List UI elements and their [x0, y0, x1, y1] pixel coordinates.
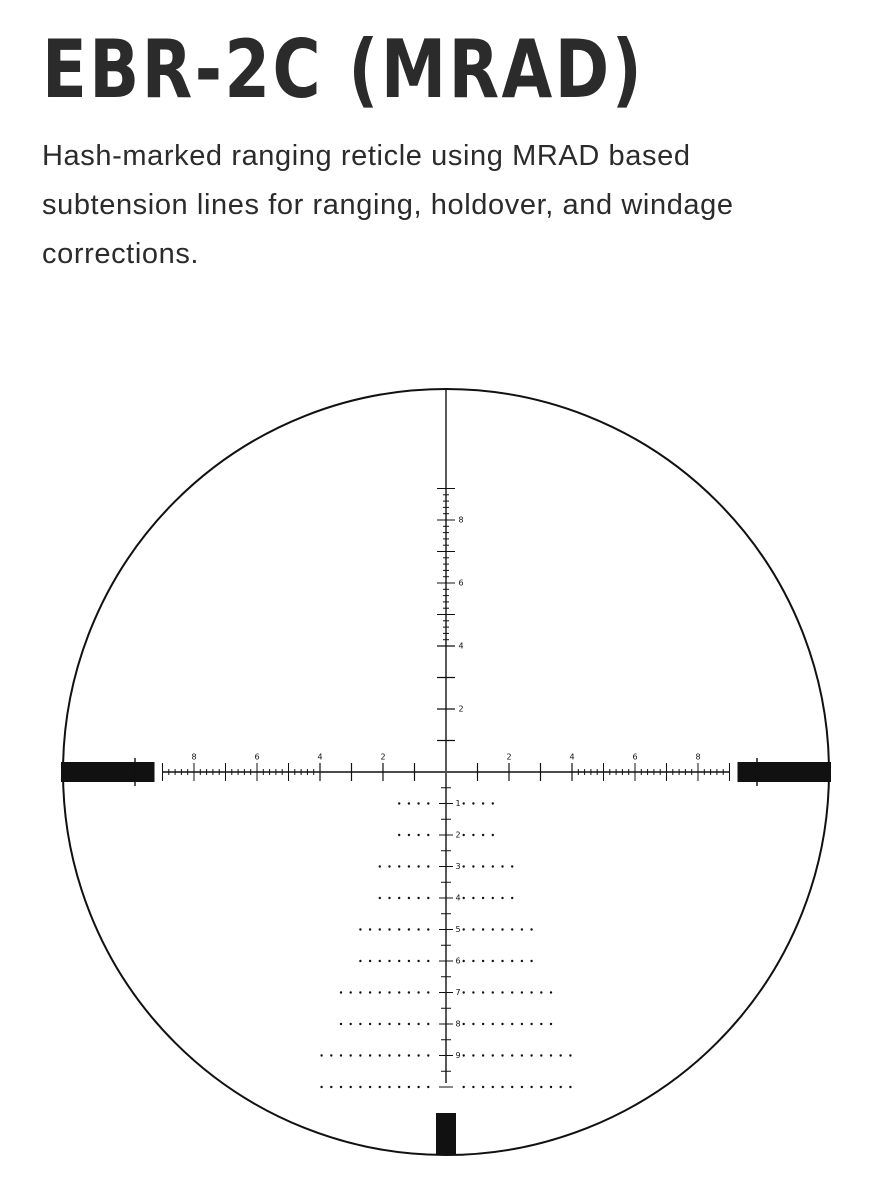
holdover-windage-dot: [482, 865, 484, 867]
holdover-label: 3: [455, 862, 461, 871]
holdover-windage-dot: [472, 960, 474, 962]
horizontal-mrad-label: 8: [695, 752, 701, 762]
holdover-windage-dot: [482, 1054, 484, 1056]
holdover-windage-dot: [550, 1054, 552, 1056]
holdover-windage-dot: [408, 1023, 410, 1025]
holdover-windage-dot: [550, 1086, 552, 1088]
vertical-mrad-label: 2: [458, 704, 464, 714]
holdover-windage-dot: [369, 960, 371, 962]
holdover-windage-dot: [359, 1054, 361, 1056]
holdover-windage-dot: [482, 1086, 484, 1088]
holdover-windage-dot: [398, 928, 400, 930]
holdover-windage-dot: [560, 1086, 562, 1088]
holdover-windage-dot: [340, 1086, 342, 1088]
holdover-windage-dot: [388, 1054, 390, 1056]
holdover-label: 1: [455, 799, 461, 808]
holdover-windage-dot: [550, 1023, 552, 1025]
holdover-windage-dot: [369, 991, 371, 993]
holdover-windage-dot: [492, 802, 494, 804]
holdover-windage-dot: [388, 897, 390, 899]
holdover-windage-dot: [417, 834, 419, 836]
holdover-label: 4: [455, 893, 461, 903]
holdover-label: 5: [455, 925, 461, 934]
horizontal-mrad-label: 6: [632, 752, 638, 762]
holdover-windage-dot: [560, 1054, 562, 1056]
holdover-windage-dot: [417, 865, 419, 867]
holdover-windage-dot: [482, 928, 484, 930]
holdover-windage-dot: [492, 1054, 494, 1056]
holdover-windage-dot: [501, 960, 503, 962]
horizontal-mrad-label: 4: [569, 752, 575, 762]
holdover-windage-dot: [379, 897, 381, 899]
holdover-windage-dot: [472, 897, 474, 899]
vertical-mrad-label: 6: [458, 578, 464, 588]
holdover-windage-dot: [398, 1086, 400, 1088]
holdover-windage-dot: [417, 1054, 419, 1056]
holdover-windage-dot: [388, 960, 390, 962]
holdover-windage-dot: [569, 1086, 571, 1088]
holdover-windage-dot: [472, 865, 474, 867]
holdover-windage-dot: [501, 991, 503, 993]
holdover-windage-dot: [521, 1054, 523, 1056]
holdover-windage-dot: [492, 960, 494, 962]
holdover-windage-dot: [472, 1023, 474, 1025]
holdover-windage-dot: [427, 834, 429, 836]
holdover-windage-dot: [511, 1023, 513, 1025]
left-thick-post: [61, 762, 155, 782]
holdover-windage-dot: [427, 865, 429, 867]
holdover-windage-dot: [492, 991, 494, 993]
holdover-windage-dot: [463, 897, 465, 899]
holdover-windage-dot: [340, 1023, 342, 1025]
holdover-windage-dot: [379, 960, 381, 962]
holdover-windage-dot: [417, 897, 419, 899]
holdover-windage-dot: [417, 802, 419, 804]
holdover-windage-dot: [359, 991, 361, 993]
holdover-windage-dot: [492, 928, 494, 930]
holdover-windage-dot: [530, 960, 532, 962]
holdover-windage-dot: [427, 1086, 429, 1088]
holdover-windage-dot: [463, 834, 465, 836]
holdover-windage-dot: [482, 834, 484, 836]
holdover-windage-dot: [379, 865, 381, 867]
horizontal-mrad-label: 8: [191, 752, 197, 762]
holdover-windage-dot: [388, 1086, 390, 1088]
holdover-windage-dot: [408, 928, 410, 930]
holdover-windage-dot: [501, 1054, 503, 1056]
holdover-label: 8: [455, 1019, 461, 1029]
holdover-windage-dot: [463, 865, 465, 867]
holdover-windage-dot: [463, 960, 465, 962]
holdover-windage-dot: [388, 1023, 390, 1025]
holdover-windage-dot: [492, 897, 494, 899]
holdover-windage-dot: [472, 991, 474, 993]
holdover-windage-dot: [320, 1086, 322, 1088]
holdover-windage-dot: [463, 991, 465, 993]
holdover-windage-dot: [482, 960, 484, 962]
holdover-windage-dot: [350, 1086, 352, 1088]
holdover-windage-dot: [340, 1054, 342, 1056]
holdover-windage-dot: [482, 1023, 484, 1025]
holdover-windage-dot: [330, 1054, 332, 1056]
holdover-label: 7: [455, 988, 461, 997]
holdover-windage-dot: [540, 991, 542, 993]
holdover-windage-dot: [379, 928, 381, 930]
holdover-windage-dot: [350, 1023, 352, 1025]
holdover-windage-dot: [501, 1086, 503, 1088]
holdover-windage-dot: [482, 897, 484, 899]
holdover-windage-dot: [521, 1023, 523, 1025]
holdover-windage-dot: [398, 991, 400, 993]
holdover-windage-dot: [408, 834, 410, 836]
holdover-windage-dot: [530, 1086, 532, 1088]
holdover-windage-dot: [369, 1054, 371, 1056]
holdover-windage-dot: [463, 1023, 465, 1025]
holdover-windage-dot: [472, 1086, 474, 1088]
holdover-windage-dot: [359, 960, 361, 962]
holdover-windage-dot: [320, 1054, 322, 1056]
holdover-windage-dot: [408, 991, 410, 993]
holdover-windage-dot: [472, 834, 474, 836]
holdover-windage-dot: [482, 991, 484, 993]
holdover-windage-dot: [521, 991, 523, 993]
holdover-windage-dot: [417, 991, 419, 993]
holdover-windage-dot: [388, 991, 390, 993]
holdover-windage-dot: [530, 1023, 532, 1025]
holdover-windage-dot: [408, 897, 410, 899]
holdover-windage-dot: [408, 865, 410, 867]
holdover-windage-dot: [379, 1054, 381, 1056]
vertical-mrad-label: 8: [458, 515, 464, 525]
holdover-windage-dot: [463, 1054, 465, 1056]
holdover-windage-dot: [427, 802, 429, 804]
holdover-windage-dot: [408, 802, 410, 804]
holdover-windage-dot: [511, 960, 513, 962]
holdover-windage-dot: [369, 1023, 371, 1025]
holdover-windage-dot: [398, 1054, 400, 1056]
reticle-description: Hash-marked ranging reticle using MRAD based subtension lines for ranging, holdover, and windage corrections.: [42, 140, 734, 270]
holdover-label: 2: [455, 830, 461, 840]
holdover-windage-dot: [398, 802, 400, 804]
holdover-windage-dot: [463, 802, 465, 804]
holdover-windage-dot: [511, 897, 513, 899]
holdover-windage-dot: [398, 960, 400, 962]
holdover-windage-dot: [521, 1086, 523, 1088]
page-title: EBR-2C (MRAD): [42, 23, 645, 116]
holdover-windage-dot: [501, 928, 503, 930]
holdover-windage-dot: [398, 897, 400, 899]
reticle-marks: [61, 389, 831, 1155]
horizontal-mrad-label: 2: [380, 752, 386, 762]
holdover-windage-dot: [530, 928, 532, 930]
holdover-windage-dot: [408, 1054, 410, 1056]
holdover-label: 9: [455, 1051, 461, 1060]
holdover-windage-dot: [472, 928, 474, 930]
holdover-windage-dot: [408, 1086, 410, 1088]
holdover-windage-dot: [417, 928, 419, 930]
holdover-windage-dot: [359, 1086, 361, 1088]
holdover-windage-dot: [417, 1086, 419, 1088]
holdover-windage-dot: [492, 865, 494, 867]
holdover-windage-dot: [540, 1054, 542, 1056]
holdover-windage-dot: [492, 1086, 494, 1088]
holdover-windage-dot: [540, 1023, 542, 1025]
holdover-windage-dot: [540, 1086, 542, 1088]
holdover-windage-dot: [340, 991, 342, 993]
holdover-windage-dot: [492, 834, 494, 836]
holdover-windage-dot: [530, 991, 532, 993]
holdover-windage-dot: [472, 1054, 474, 1056]
holdover-windage-dot: [408, 960, 410, 962]
holdover-windage-dot: [398, 865, 400, 867]
horizontal-mrad-label: 6: [254, 752, 260, 762]
holdover-windage-dot: [463, 928, 465, 930]
holdover-windage-dot: [388, 865, 390, 867]
holdover-windage-dot: [427, 960, 429, 962]
vertical-mrad-label: 4: [458, 641, 464, 651]
holdover-windage-dot: [427, 928, 429, 930]
holdover-windage-dot: [511, 1086, 513, 1088]
holdover-windage-dot: [511, 991, 513, 993]
holdover-windage-dot: [398, 834, 400, 836]
holdover-windage-dot: [350, 1054, 352, 1056]
holdover-windage-dot: [501, 1023, 503, 1025]
holdover-windage-dot: [521, 960, 523, 962]
holdover-windage-dot: [511, 865, 513, 867]
holdover-label: 6: [455, 956, 461, 966]
holdover-windage-dot: [492, 1023, 494, 1025]
holdover-windage-dot: [511, 928, 513, 930]
holdover-windage-dot: [511, 1054, 513, 1056]
holdover-windage-dot: [501, 897, 503, 899]
holdover-windage-dot: [521, 928, 523, 930]
holdover-windage-dot: [427, 897, 429, 899]
holdover-windage-dot: [398, 1023, 400, 1025]
holdover-windage-dot: [463, 1086, 465, 1088]
holdover-windage-dot: [369, 1086, 371, 1088]
holdover-windage-dot: [530, 1054, 532, 1056]
holdover-windage-dot: [359, 1023, 361, 1025]
holdover-windage-dot: [369, 928, 371, 930]
bottom-thick-post: [436, 1113, 456, 1155]
holdover-windage-dot: [569, 1054, 571, 1056]
holdover-windage-dot: [379, 1023, 381, 1025]
holdover-windage-dot: [427, 991, 429, 993]
holdover-windage-dot: [350, 991, 352, 993]
holdover-windage-dot: [427, 1023, 429, 1025]
holdover-windage-dot: [379, 991, 381, 993]
holdover-windage-dot: [472, 802, 474, 804]
holdover-windage-dot: [482, 802, 484, 804]
holdover-windage-dot: [417, 960, 419, 962]
holdover-windage-dot: [388, 928, 390, 930]
horizontal-mrad-label: 2: [506, 752, 512, 762]
holdover-windage-dot: [501, 865, 503, 867]
right-thick-post: [738, 762, 832, 782]
holdover-windage-dot: [417, 1023, 419, 1025]
holdover-windage-dot: [359, 928, 361, 930]
holdover-windage-dot: [379, 1086, 381, 1088]
holdover-windage-dot: [427, 1054, 429, 1056]
holdover-windage-dot: [550, 991, 552, 993]
holdover-windage-dot: [330, 1086, 332, 1088]
horizontal-mrad-label: 4: [317, 752, 323, 762]
